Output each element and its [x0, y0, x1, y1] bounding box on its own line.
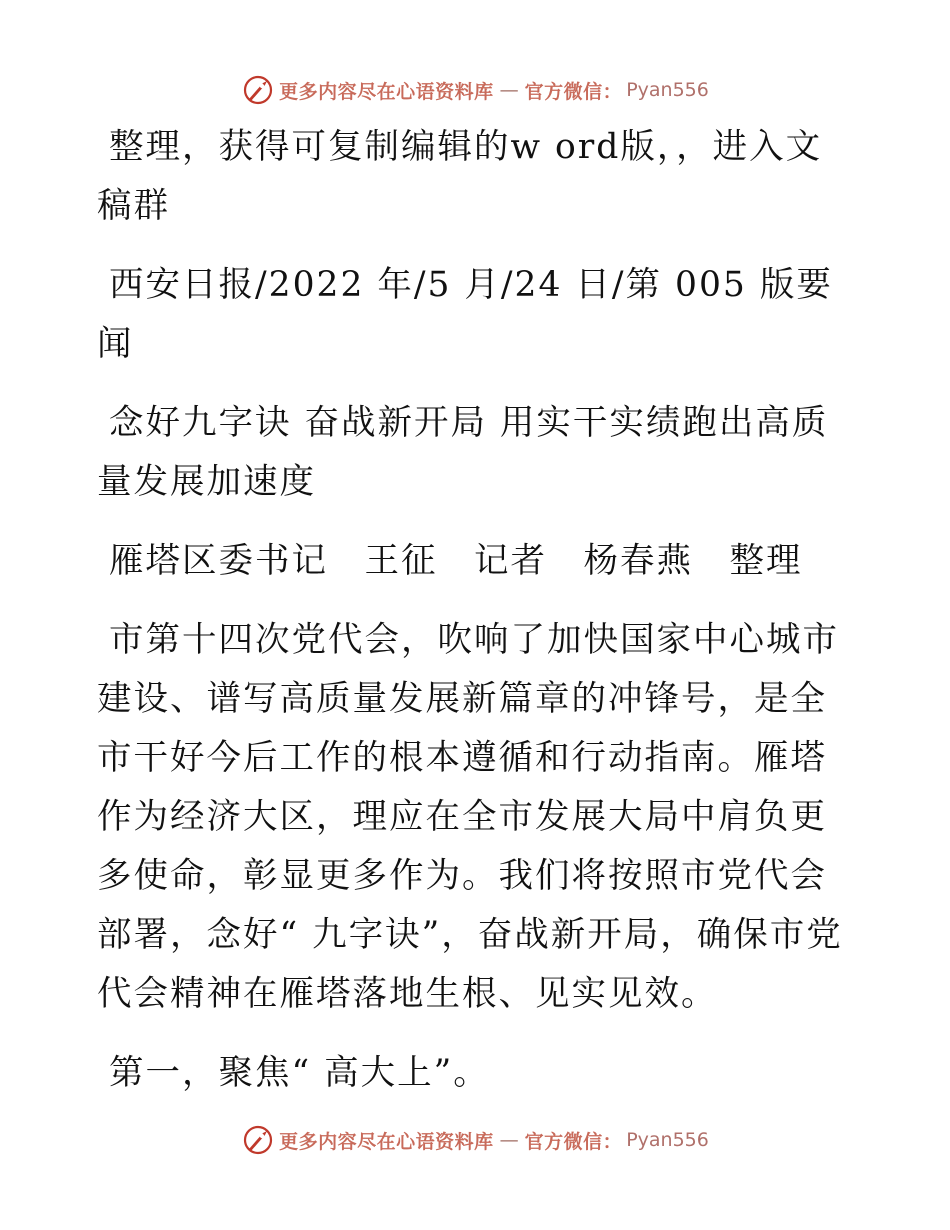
header-watermark-banner: [0, 70, 950, 110]
source-line: 西安日报/2022 年/5 月/24 日/第 005 版要闻: [97, 265, 833, 364]
banner-label: 官方微信：: [524, 1130, 623, 1153]
banner-wechat-id: Pyan556: [626, 79, 709, 101]
section-heading: 第一，聚焦“ 高大上”。: [109, 1053, 490, 1093]
banner-dash: —: [499, 79, 519, 101]
footer-watermark-banner: [0, 1120, 950, 1160]
quill-logo-icon: [241, 73, 275, 107]
banner-wechat-id: Pyan556: [626, 1129, 709, 1151]
article-title: 念好九字诀 奋战新开局 用实干实绩跑出高质量发展加速度: [97, 403, 829, 502]
intro-paragraph: 整理，获得可复制编辑的w ord版，，进入文稿群: [97, 127, 823, 226]
body-paragraph: 市第十四次党代会，吹响了加快国家中心城市建设、谱写高质量发展新篇章的冲锋号，是全市干好今后工作的根本遵循和行动指南。雁塔作为经济大区，理应在全市发展大局中肩负更多使命，彰显更多作为。我们将按照市党代会部署，念好“ 九字诀”，奋战新开局，确保市党代会精神在雁塔落地生根、见实见效。: [97, 620, 843, 1014]
document-body: [97, 118, 852, 1123]
banner-main-text: 更多内容尽在心语资料库: [279, 80, 494, 103]
banner-main-text: 更多内容尽在心语资料库: [279, 1130, 494, 1153]
banner-label: 官方微信：: [524, 80, 623, 103]
byline: 雁塔区委书记 王征 记者 杨春燕 整理: [109, 541, 803, 581]
quill-logo-icon: [241, 1123, 275, 1157]
banner-dash: —: [499, 1129, 519, 1151]
